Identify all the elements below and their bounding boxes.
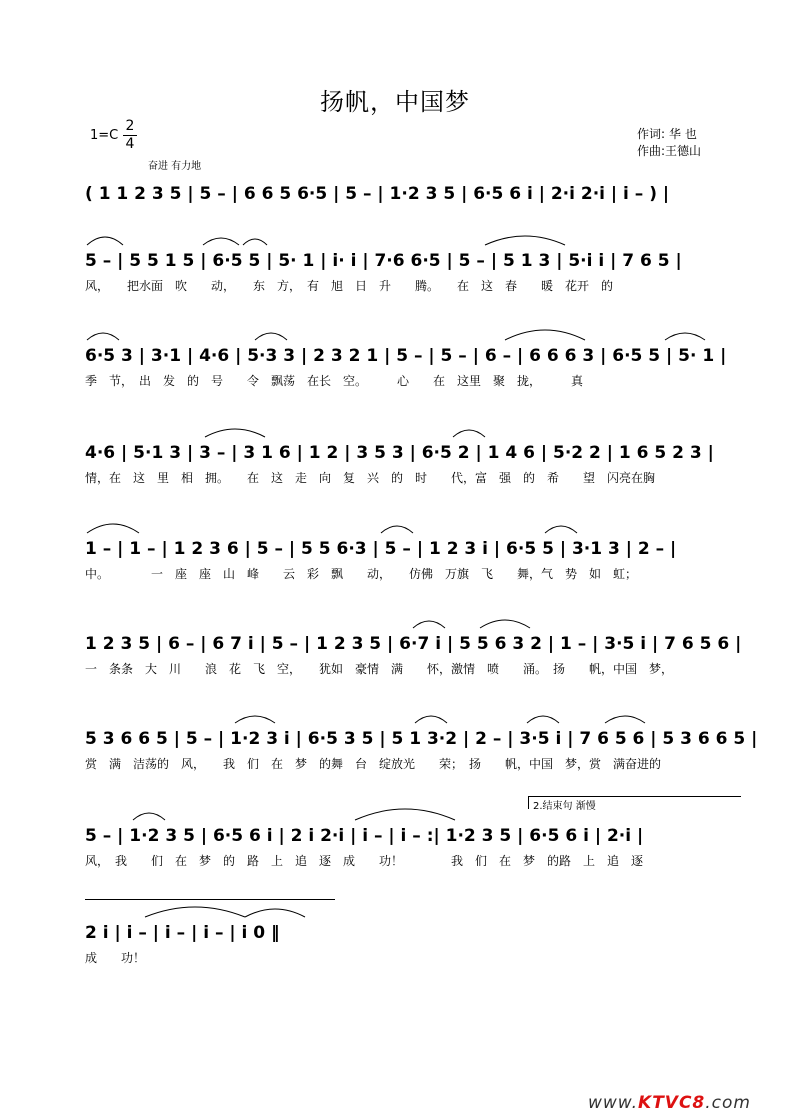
score-row-3 — [85, 340, 737, 402]
lyric-line: 情，在 这 里 相 拥。 在 这 走 向 复 兴 的 时 代，富 强 的 希 望 闪亮在胸 — [85, 471, 656, 485]
lyric-line: 季 节， 出 发 的 号 令 飘荡 在长 空。 心 在 这里 聚 拢， 真 — [85, 374, 584, 388]
notation-line: ( 1 1 2 3 5 | 5 – | 6 6 5 6·5 | 5 – | 1·2 3 5 | 6·5 6 i | 2·i 2·i | i – ) | — [85, 184, 670, 204]
composer-label: 作曲: — [637, 144, 666, 158]
notation-line: 1 2 3 5 | 6 – | 6 7 i | 5 – | 1 2 3 5 | 6·7 i | 5 5 6 3 2 | 1 – | 3·5 i | 7 6 5 6 | — [85, 634, 742, 654]
score-row-1 — [85, 178, 737, 240]
key-signature: 1=C — [90, 128, 119, 143]
watermark-prefix: www. — [588, 1093, 639, 1113]
slur-marks — [85, 515, 737, 535]
meter-top: 2 — [123, 118, 137, 136]
tempo-marking: 奋进 有力地 — [148, 161, 202, 172]
lyric-line: 赏 满 洁荡的 风， 我 们 在 梦 的舞 台 绽放光 荣； 扬 帆，中国 梦，赏 满奋进的 — [85, 757, 662, 771]
notation-line: 1 – | 1 – | 1 2 3 6 | 5 – | 5 5 6·3 | 5 – | 1 2 3 i | 6·5 5 | 3·1 3 | 2 – | — [85, 539, 677, 559]
lyric-line: 成 功！ — [85, 951, 146, 965]
score-row-5 — [85, 533, 737, 595]
score-row-9 — [85, 917, 347, 979]
lyric-line: 风， 我 们 在 梦 的 路 上 追 逐 成 功！ 我 们 在 梦 的路 上 追 逐 — [85, 854, 644, 868]
notation-line: 5 3 6 6 5 | 5 – | 1·2 3 i | 6·5 3 5 | 5 1 3·2 | 2 – | 3·5 i | 7 6 5 6 | 5 3 6 6 5 | — [85, 729, 758, 749]
watermark-brand: KTVC8 — [638, 1093, 706, 1113]
credits — [637, 126, 701, 160]
lyric-line: 中。 一 座 座 山 峰 云 彩 飘 动， 仿佛 万旗 飞 舞，气 势 如 虹； — [85, 567, 638, 581]
lyric-line: 风， 把水面 吹 动， 东 方， 有 旭 日 升 腾。 在 这 春 暖 花开 的 — [85, 279, 614, 293]
slur-marks — [85, 419, 737, 439]
volta-bracket: 2.结束句 渐慢 — [528, 796, 741, 809]
notation-line: 4·6 | 5·1 3 | 3 – | 3 1 6 | 1 2 | 3 5 3 | 6·5 2 | 1 4 6 | 5·2 2 | 1 6 5 2 3 | — [85, 443, 714, 463]
score-row-6 — [85, 628, 742, 690]
lyricist-line — [637, 126, 701, 143]
notation-line: 5 – | 5 5 1 5 | 6·5 5 | 5· 1 | i· i | 7·6 6·5 | 5 – | 5 1 3 | 5·i i | 7 6 5 | — [85, 251, 682, 271]
time-signature — [123, 118, 137, 153]
lyric-line — [85, 210, 737, 228]
notation-line: 6·5 3 | 3·1 | 4·6 | 5·3 3 | 2 3 2 1 | 5 – | 5 – | 6 – | 6 6 6 3 | 6·5 5 | 5· 1 | — [85, 346, 727, 366]
score-row-2 — [85, 245, 737, 307]
meter-bottom: 4 — [125, 136, 135, 152]
composer-line — [637, 143, 701, 160]
slur-marks — [85, 705, 737, 725]
slur-marks — [85, 899, 347, 919]
song-title: 扬帆，中国梦 — [320, 88, 470, 116]
score-row-4 — [85, 437, 737, 499]
composer-name: 王德山 — [665, 144, 702, 158]
lyricist-label: 作词: — [637, 127, 666, 141]
notation-line: 5 – | 1·2 3 5 | 6·5 6 i | 2 i 2·i | i – | i – :| 1·2 3 5 | 6·5 6 i | 2·i | — [85, 826, 644, 846]
score-row-7 — [85, 723, 758, 785]
site-watermark — [588, 1093, 751, 1113]
continuation-line — [85, 899, 335, 900]
slur-marks — [85, 322, 737, 342]
score-row-8 — [85, 820, 737, 882]
lyric-line: 一 条条 大 川 浪 花 飞 空， 犹如 豪情 满 怀，激情 喷 涌。 扬 帆，中国 梦， — [85, 662, 674, 676]
watermark-suffix: .com — [705, 1093, 751, 1113]
slur-marks — [85, 610, 737, 630]
lyricist-name: 华 也 — [669, 127, 697, 141]
notation-line: 2 i | i – | i – | i – | i 0 ‖ — [85, 923, 280, 943]
